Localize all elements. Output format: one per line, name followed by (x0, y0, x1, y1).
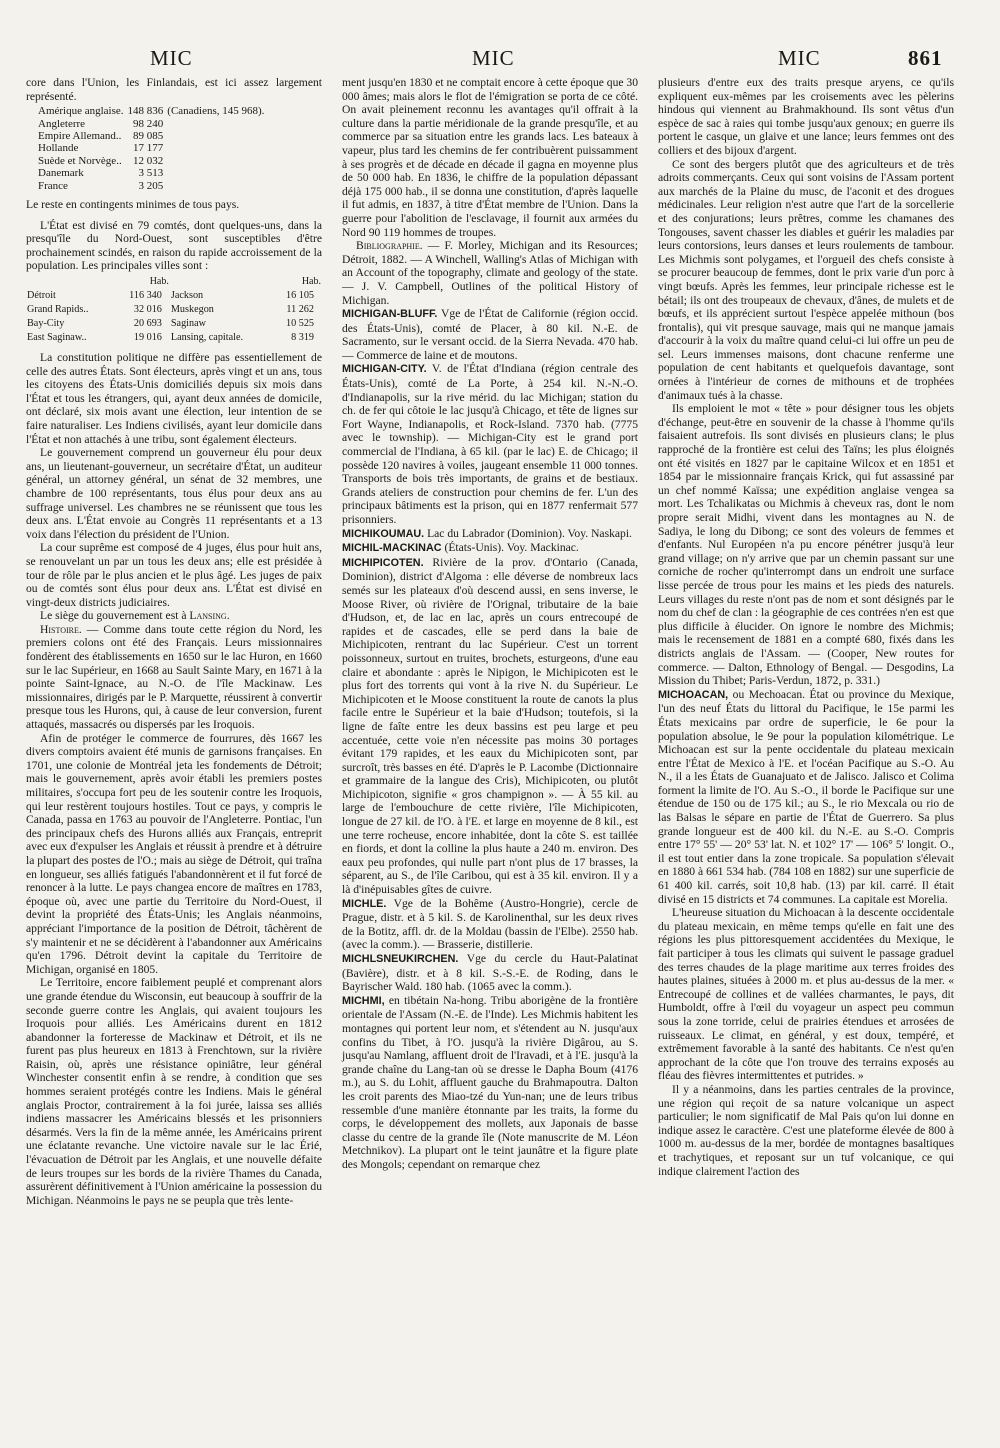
entry-headword: MICHIPICOTEN. (342, 556, 424, 569)
table-row: Amérique anglaise. 148 836 (Canadiens, 145 968). (38, 105, 265, 118)
page-number: 861 (908, 46, 943, 70)
paragraph: La constitution politique ne diffère pas essentiellement de celle des autres États. Sont électeurs, après vingt et un ans, tous les citoyens des États-Unis domiciliés depuis six mois dans l'État et tous les étrangers, qui, ayant deux années de domicile, ont déclaré, six mois avant une élection, leur intention de se faire naturaliser. Les Indiens civilisés, ayant leur domicile dans l'État et non attachés à une tribu, sont également électeurs. (26, 351, 322, 446)
entry-headword: MICHIGAN-BLUFF. (342, 308, 438, 321)
paragraph: Ils emploient le mot « tête » pour désigner tous les objets d'échange, peut-être en souvenir de la chasse à l'homme qu'ils faisaient autrefois. Ils sont divisés en plusieurs clans; le plus rapproché de la frontière est celui des Taïns; les plus éloignés ont été visités en 1827 par le capitaine Wilcox et en 1851 et 1854 par le missionnaire français Krick, qui fut assassiné par un chef nommé Kaïssa; une expédition anglaise vengea sa mort. Les Tchalikatas ou Michmis à cheveux ras, dont le nom propre serait Midhi, vivent dans les montagnes au N. de Sadiya, le long du Dibong; ce sont des voleurs de femmes et d'enfants. Nul Européen n'a pu encore pénétrer jusqu'à leur grand village; on n'y arrive que par un chemin passant sur une corniche de rocher qu'interrompt dans un endroit une surface lisse percée de trous pour les mains et les pieds des naturels. Leurs villages du reste n'ont pas de nom et sont désignés par le nom du chef de clan : la géographie de ces contrées n'en est que plus difficile à élucider. On ignore le nombre des Michmis; mais le recensement de 1881 en a compté 680, fixés dans les districts anglais de l'Assam. — (Cooper, New routes for commerce. — Dalton, Ethnology of Bengal. — Desgodins, La Mission du Thibet; Paris-Verdun, 1872, p. 331.) (658, 402, 954, 688)
table-row: Angleterre 98 240 (38, 117, 164, 130)
dictionary-entry: MICHIKOUMAU. Lac du Labrador (Dominion). Voy. Naskapi. (342, 526, 632, 540)
dictionary-entry: MICHOACAN, ou Mechoacan. État ou province du Mexique, l'un des neuf États du littoral du Pacifique, le 15e parmi les États mexicains par ordre de superficie, le 6e pour la population absolue, le 9e pour la population kilométrique. Le Michoacan est sur la pente occidentale du plateau mexicain entre l'État de Mexico à l'E. et l'océan Pacifique au S.-O. Au N., il a les États de Guanajuato et de Jalisco. Jalisco et Colima forment la limite de l'O. Au S.-O., il borde le Pacifique sur une étendue de 150 ou de 175 kil.; au S., le rio Mexcala ou rio de las Balsas le sépare en partie de l'État de Guerrero. Sa plus grande longueur est de 400 kil. du N.-E. au S.-O. Compris entre 17° 55' — 20° 53' lat. N. et 102° 17' — 106° 5' longit. O., il est tout entier dans la zone tropicale. Sa population s'élevait en 1880 à 661 534 hab. (784 108 en 1882) sur une superficie de 61 400 kil. carrés, soit 10,8 hab. (13) par kil. carré. Il était divisé en 15 districts et 74 communes. La capitale est Morelia. (658, 687, 954, 906)
section-label: Bibliographie. (356, 239, 423, 253)
table-row: Empire Allemand.. 89 085 (38, 130, 164, 142)
paragraph: Le Territoire, encore faiblement peuplé et comprenant alors une grande étendue du Wisconsin, eut beaucoup à souffrir de la seconde guerre contre les Anglais, qui avaient toujours les Iroquois pour alliés. Les Américains durent en 1812 abandonner la forteresse de Mackinaw et Détroit, et ils ne furent pas plus heureux en 1813 à Frenchtown, sur la rivière Raisin, où, après une résistance opiniâtre, leur général Winchester consentit enfin à se rendre, à condition que ses hommes seraient protégés contre les Indiens. Mais le général anglais Proctor, contrairement à la foi jurée, laissa ses alliés indiens massacrer les Américains blessés et les prisonniers désarmés. Vers la fin de la même année, les Américains prirent une éclatante revanche. Une victoire navale sur le lac Érié, l'évacuation de Détroit par les Anglais, et une nouvelle défaite de leurs troupes sur les bords de la rivière Thames du Canada, assurèrent définitivement à l'Union américaine la possession du Michigan. Néanmoins le pays ne se peupla que très lente- (26, 976, 322, 1207)
table-row: Grand Rapids.. 32 016 Muskegon 11 262 (27, 304, 314, 315)
running-head-center: MIC (472, 46, 515, 70)
origins-table (36, 105, 266, 192)
entry-headword: MICHOACAN, (658, 688, 729, 701)
column-3 (658, 76, 954, 1178)
dictionary-entry: MICHIPICOTEN. Rivière de la prov. d'Ontario (Canada, Dominion), district d'Algoma : elle déverse de nombreux lacs semés sur les plateaux d'où descend aussi, en sens inverse, le Moose River, où rivière de l'Orignal, tributaire de la baie d'Hudson, et, de lac en lac, après un cours entrecoupé de rapides et de cascades, elle se perd dans la baie de Michipicoten, rentrant du lac Supérieur. C'est un torrent poissonneux, surtout en truites, brochets, esturgeons, d'une eau claire et abondante : après le Nipigon, le Michipicoten est le plus fort des torrents qui vont à la rive N. du Supérieur. Le Michipicoten et le Moose constituent la route de canots la plus facile entre le Supérieur et la baie d'Hudson; toutefois, si la ligne de faîte entre les deux bassins est peu large et peu accentuée, cette voie n'en nécessite pas moins 30 portages évitant 179 rapides, et les eaux du Michipicoten sont, par surcroît, très basses en été. D'après le P. Lacombe (Dictionnaire et grammaire de la langue des Cris), Michipicoten, ou plutôt Michipicoton, signifie « gros champignon ». — À 55 kil. au large de l'embouchure de cette rivière, l'île Michipicoten, longue de 27 kil. de l'O. à l'E. et large en moyenne de 8 kil., est une terre rocheuse, encore inhabitée, dont la côte S. est taillée en fiords, et dont la colline la plus haute a 240 m. environ. Des eaux peu profondes, qui nulle part n'ont plus de 17 brasses, la séparent, au S., de l'île Caribou, qui est à 35 kil. environ. Il y a là d'inépuisables gîtes de cuivre. (342, 555, 638, 897)
paragraph: Ce sont des bergers plutôt que des agriculteurs et de très adroits commerçants. Ceux qui sont voisins de l'Assam portent aux marchés de la Plaine du musc, de l'aconit et des drogues médicinales. Leur religion n'est autre que l'art de la sorcellerie et des conjurations; leurs prêtres, comme les chamanes des Tongouses, savent chasser les diables et guérir les maladies par leurs contorsions, leurs danses et leurs roulements de tambour. Les Michmis sont polygames, et l'orgueil des chefs consiste à se procurer beaucoup de femmes, dont le prix varie d'un porc à vingt bœufs. Après les femmes, leur principale richesse est le bétail; ils ont des troupeaux de chevaux, d'ânes, de mulets et de bœufs, et ils apprécient surtout l'espèce appelée mithoun (bos frontalis), qui vit presque sauvage, mais qui ne manque jamais d'accourir à la voix du maître quand celui-ci lui offre un peu de sel. Leurs immenses maisons, dont chacune renferme une population de cent habitants et quelquefois davantage, sont ornées à l'intérieur de cornes de mithouns et de trophées d'animaux tués à la chasse. (658, 157, 954, 402)
paragraph: L'État est divisé en 79 comtés, dont quelques-uns, dans la presqu'île du Nord-Ouest, sont susceptibles d'être prochainement scindés, en raison du rapide accroissement de la population. Les principales villes sont : (26, 218, 322, 273)
paragraph: core dans l'Union, les Finlandais, est ici assez largement représenté. (26, 76, 322, 103)
paragraph: Bibliographie. — F. Morley, Michigan and its Resources; Détroit, 1882. — A Winchell, Walling's Atlas of Michigan with an Account of the topography, climate and geology of the state. — J. V. Campbell, Outlines of the political History of Michigan. (342, 239, 638, 307)
dictionary-entry: MICHIL-MACKINAC (États-Unis). Voy. Mackinac. (342, 541, 579, 555)
paragraph: Histoire. — Comme dans toute cette région du Nord, les premiers colons ont été des Français. Leurs missionnaires fondèrent des établissements en 1650 sur le lac Huron, en 1660 sur le lac Supérieur, en 1668 au Sault Sainte Mary, en 1671 à la pointe Saint-Ignace, au N.-O. de l'île Mackinaw. Les missionnaires, dirigés par le P. Marquette, réussirent à convertir presque tous les Hurons, qui, à cause de leur conversion, furent attaqués, massacrés ou dispersés par les Iroquois. (26, 622, 322, 732)
paragraph: Le reste en contingents minimes de tous pays. (26, 198, 240, 212)
paragraph: ment jusqu'en 1830 et ne comptait encore à cette époque que 30 000 âmes; mais alors le flot de l'émigration se porta de ce côté. On avait pleinement reconnu les avantages qu'il offrait à la culture dans la partie méridionale de la grande presqu'île, et au commerce par sa situation entre les grands lacs. Les bateaux à vapeur, plus tard les chemins de fer contribuèrent puissamment à ses progrès et de décade en décade il gagna en moyenne plus de 50 000 hab. En 1836, le chiffre de la population dépassant déjà 175 000 hab., il se donna une constitution, d'après laquelle il fut admis, en 1837, à titre d'État membre de l'Union. Dans la guerre pour l'abolition de l'esclavage, il fournit aux armées du Nord 90 119 hommes de troupes. (342, 76, 639, 239)
paragraph: La cour suprême est composé de 4 juges, élus pour huit ans, se renouvelant un par un tous les deux ans; elle est présidée à tour de rôle par le plus ancien et le plus âgé. Les juges de paix ou de comtés sont élus pour deux ans. L'État est divisé en vingt-deux districts judiciaires. (26, 541, 322, 609)
table-row: Suède et Norvège.. 12 032 (38, 154, 164, 167)
dictionary-entry: MICHIGAN-BLUFF. Vge de l'État de Californie (région occid. des États-Unis), comté de Placer, à 80 kil. N.-E. de Sacramento, sur le versant occid. de la Sierra Nevada. 470 hab. — Commerce de laine et de moutons. (342, 307, 638, 362)
column-2 (342, 76, 638, 1172)
entry-headword: MICHLE. (342, 897, 387, 910)
running-head-left: MIC (150, 46, 193, 70)
entry-headword: MICHIGAN-CITY. (342, 363, 427, 376)
table-row: Détroit 116 340 Jackson 16 105 (27, 290, 314, 301)
dictionary-entry: MICHLSNEUKIRCHEN. Vge du cercle du Haut-Palatinat (Bavière), distr. et à 8 kil. S.-S.-E. de Roding, dans le Bayrischer Wald. 180 hab. (1065 avec la comm.). (342, 952, 638, 994)
paragraph: Afin de protéger le commerce de fourrures, dès 1667 les divers comptoirs avaient été munis de garnisons françaises. En 1701, une colonie de Montréal jeta les fondements de Détroit; mais le gouvernement, après avoir établi les premiers postes militaires, s'occupa fort peu de les soutenir contre les Iroquois, qui leur restèrent toujours hostiles. Tout ce pays, y compris le Canada, passa en 1763 au pouvoir de l'Angleterre. Pontiac, l'un des principaux chefs des Hurons alliés aux Français, entreprit avec eux d'expulser les Anglais et réussit à prendre et à détruire la plupart des postes de l'O.; mais au siège de Détroit, qui traîna en longueur, ses alliés fatigués l'abandonnèrent et il fut forcé de renoncer à la lutte. Le pays changea encore de maîtres en 1783, époque où, avec une partie du Territoire du Nord-Ouest, il devint la propriété des États-Unis; les Anglais néanmoins, appréciant l'importance de la position de Détroit, tâchèrent de s'y maintenir et ne se décidèrent à l'abandonner aux Américains qu'en 1796. Détroit devint la capitale du Territoire de Michigan, organisé en 1805. (26, 731, 322, 976)
table-row: Danemark 3 513 (38, 167, 164, 180)
running-head-right: MIC (778, 46, 821, 70)
column-1 (26, 76, 322, 1207)
paragraph: Le siège du gouvernement est à Lansing. (40, 609, 230, 623)
section-label: Histoire. (40, 622, 82, 636)
table-row: Bay-City 20 693 Saginaw 10 525 (27, 318, 314, 329)
entry-headword: MICHIKOUMAU. (342, 527, 425, 540)
paragraph: Il y a néanmoins, dans les parties centrales de la province, une région qui reçoit de sa nature volcanique un aspect particulier; le nom significatif de Mal Pais qu'on lui donne en indique assez le caractère. C'est une plateforme élevée de 800 à 1000 m. au-dessus de la mer, bordée de montagnes basaltiques et trachytiques, et reposant sur un tuf volcanique, ce qui indique clairement l'action des (658, 1082, 954, 1178)
dictionary-entry: MICHMI, en tibétain Na-hong. Tribu aborigène de la frontière orientale de l'Assam (N.-E. de l'Inde). Les Michmis habitent les montagnes qui portent leur nom, et s'étendent au N. jusqu'aux confins du Tibet, à l'O. jusqu'à la rivière Digârou, au S. jusqu'au Namlang, affluent droit de l'Iravadi, et à l'E. jusqu'à la grande chaîne du Lang-tan où se dresse le Dapha Boum (4176 m.), au S. du Lohit, affluent gauche du Brahmapoutra. Dalton les croit parents des Miao-tzé du Yun-nan; une de leurs tribus ressemble d'une manière étonnante par les traits, la forme du corps, le développement des mollets, aux Japonais de basse classe du centre de la grande île (Note manuscrite de M. Léon Metchnikov). La plupart ont le teint jaunâtre et la figure plate des Mongols; cependant on remarque chez (342, 993, 638, 1171)
dictionary-entry: MICHIGAN-CITY. V. de l'État d'Indiana (région centrale des États-Unis), comté de La Porte, à 254 kil. N.-N.-O. d'Indianapolis, sur la rive mérid. du lac Michigan; station du ch. de fer qui côtoie le lac jusqu'à Chicago, et tête de lignes sur Fort Wayne, Indianapolis, et Rock-Island. 7370 hab. (7775 avec le township). — Michigan-City est le grand port commercial de l'Indiana, à 65 kil. (par le lac) E. de Chicago; il possède 120 navires à voiles, jaugeant ensemble 11 000 tonnes. Transports de bois très importants, de grains et de bestiaux. Grands ateliers de construction pour chemins de fer. L'un des principaux bâtiments est la prison, qui en 1877 renfermait 577 prisonniers. (342, 362, 638, 526)
paragraph: plusieurs d'entre eux des traits presque aryens, ce qu'ils expliquent eux-mêmes par les croisements avec les pèlerins hindous qui viennent au Brahmakhound. Ils sont vêtus d'un espèce de sac à raies qui tombe jusqu'aux genoux; en guerre ils portent le casque, un glaive et une lance; leurs femmes ont des colliers et des bijoux d'argent. (658, 76, 954, 157)
entry-headword: MICHLSNEUKIRCHEN. (342, 953, 459, 965)
dictionary-entry: MICHLE. Vge de la Bohême (Austro-Hongrie), cercle de Prague, distr. et à 5 kil. S. de Karolinenthal, sur les deux rives de la Botitz, affl. dr. de la Moldau (bassin de l'Elbe). 2550 hab. (avec la comm.). — Brasserie, distillerie. (342, 896, 638, 952)
table-row: France 3 205 (38, 179, 164, 192)
entry-headword: MICHIL-MACKINAC (342, 542, 442, 555)
cities-table: Hab. Hab. Détroit 116 340 Jackson 16 105 Grand Rapids.. 32 016 Muskegon 11 262 Bay-City 20 693 Saginaw 10 525 East Saginaw.. 19 016 Lansing, capitale. 8 319 (27, 276, 321, 343)
table-row: East Saginaw.. 19 016 Lansing, capitale. 8 319 (27, 332, 314, 343)
entry-headword: MICHMI, (342, 994, 385, 1007)
paragraph: Le gouvernement comprend un gouverneur élu pour deux ans, un lieutenant-gouverneur, un secrétaire d'État, un auditeur général, un attorney général, un sénat de 32 membres, une chambre de 100 représentants, tous élus pour deux ans au suffrage universel. Les chambres ne se réunissent que tous les deux ans. L'État envoie au Congrès 11 représentants et a 13 voix dans l'élection du président de l'Union. (26, 446, 322, 541)
paragraph: L'heureuse situation du Michoacan à la descente occidentale du plateau mexicain, en même temps qu'elle en fait une des régions les plus pittoresquement accidentées du Mexique, le fait participer à tous les climats qui suivent le passage graduel des terres chaudes de la plage maritime aux terres froides des hautes plaines, situées à 2000 m. et plus au-dessus de la mer. « Entrecoupé de collines et de vallées charmantes, le pays, dit Humboldt, offre à l'œil du voyageur un aspect peu commun sous la zone torride, celui de prairies étendues et arrosées de ruisseaux. Le climat, en général, y est doux, tempéré, et extrêmement favorable à la santé des habitants. Ce n'est qu'en approchant de la côte que l'on trouve des terrains exposés au fléau des fièvres intermittentes et putrides. » (658, 906, 954, 1083)
table-row: Hollande 17 177 (38, 142, 164, 155)
